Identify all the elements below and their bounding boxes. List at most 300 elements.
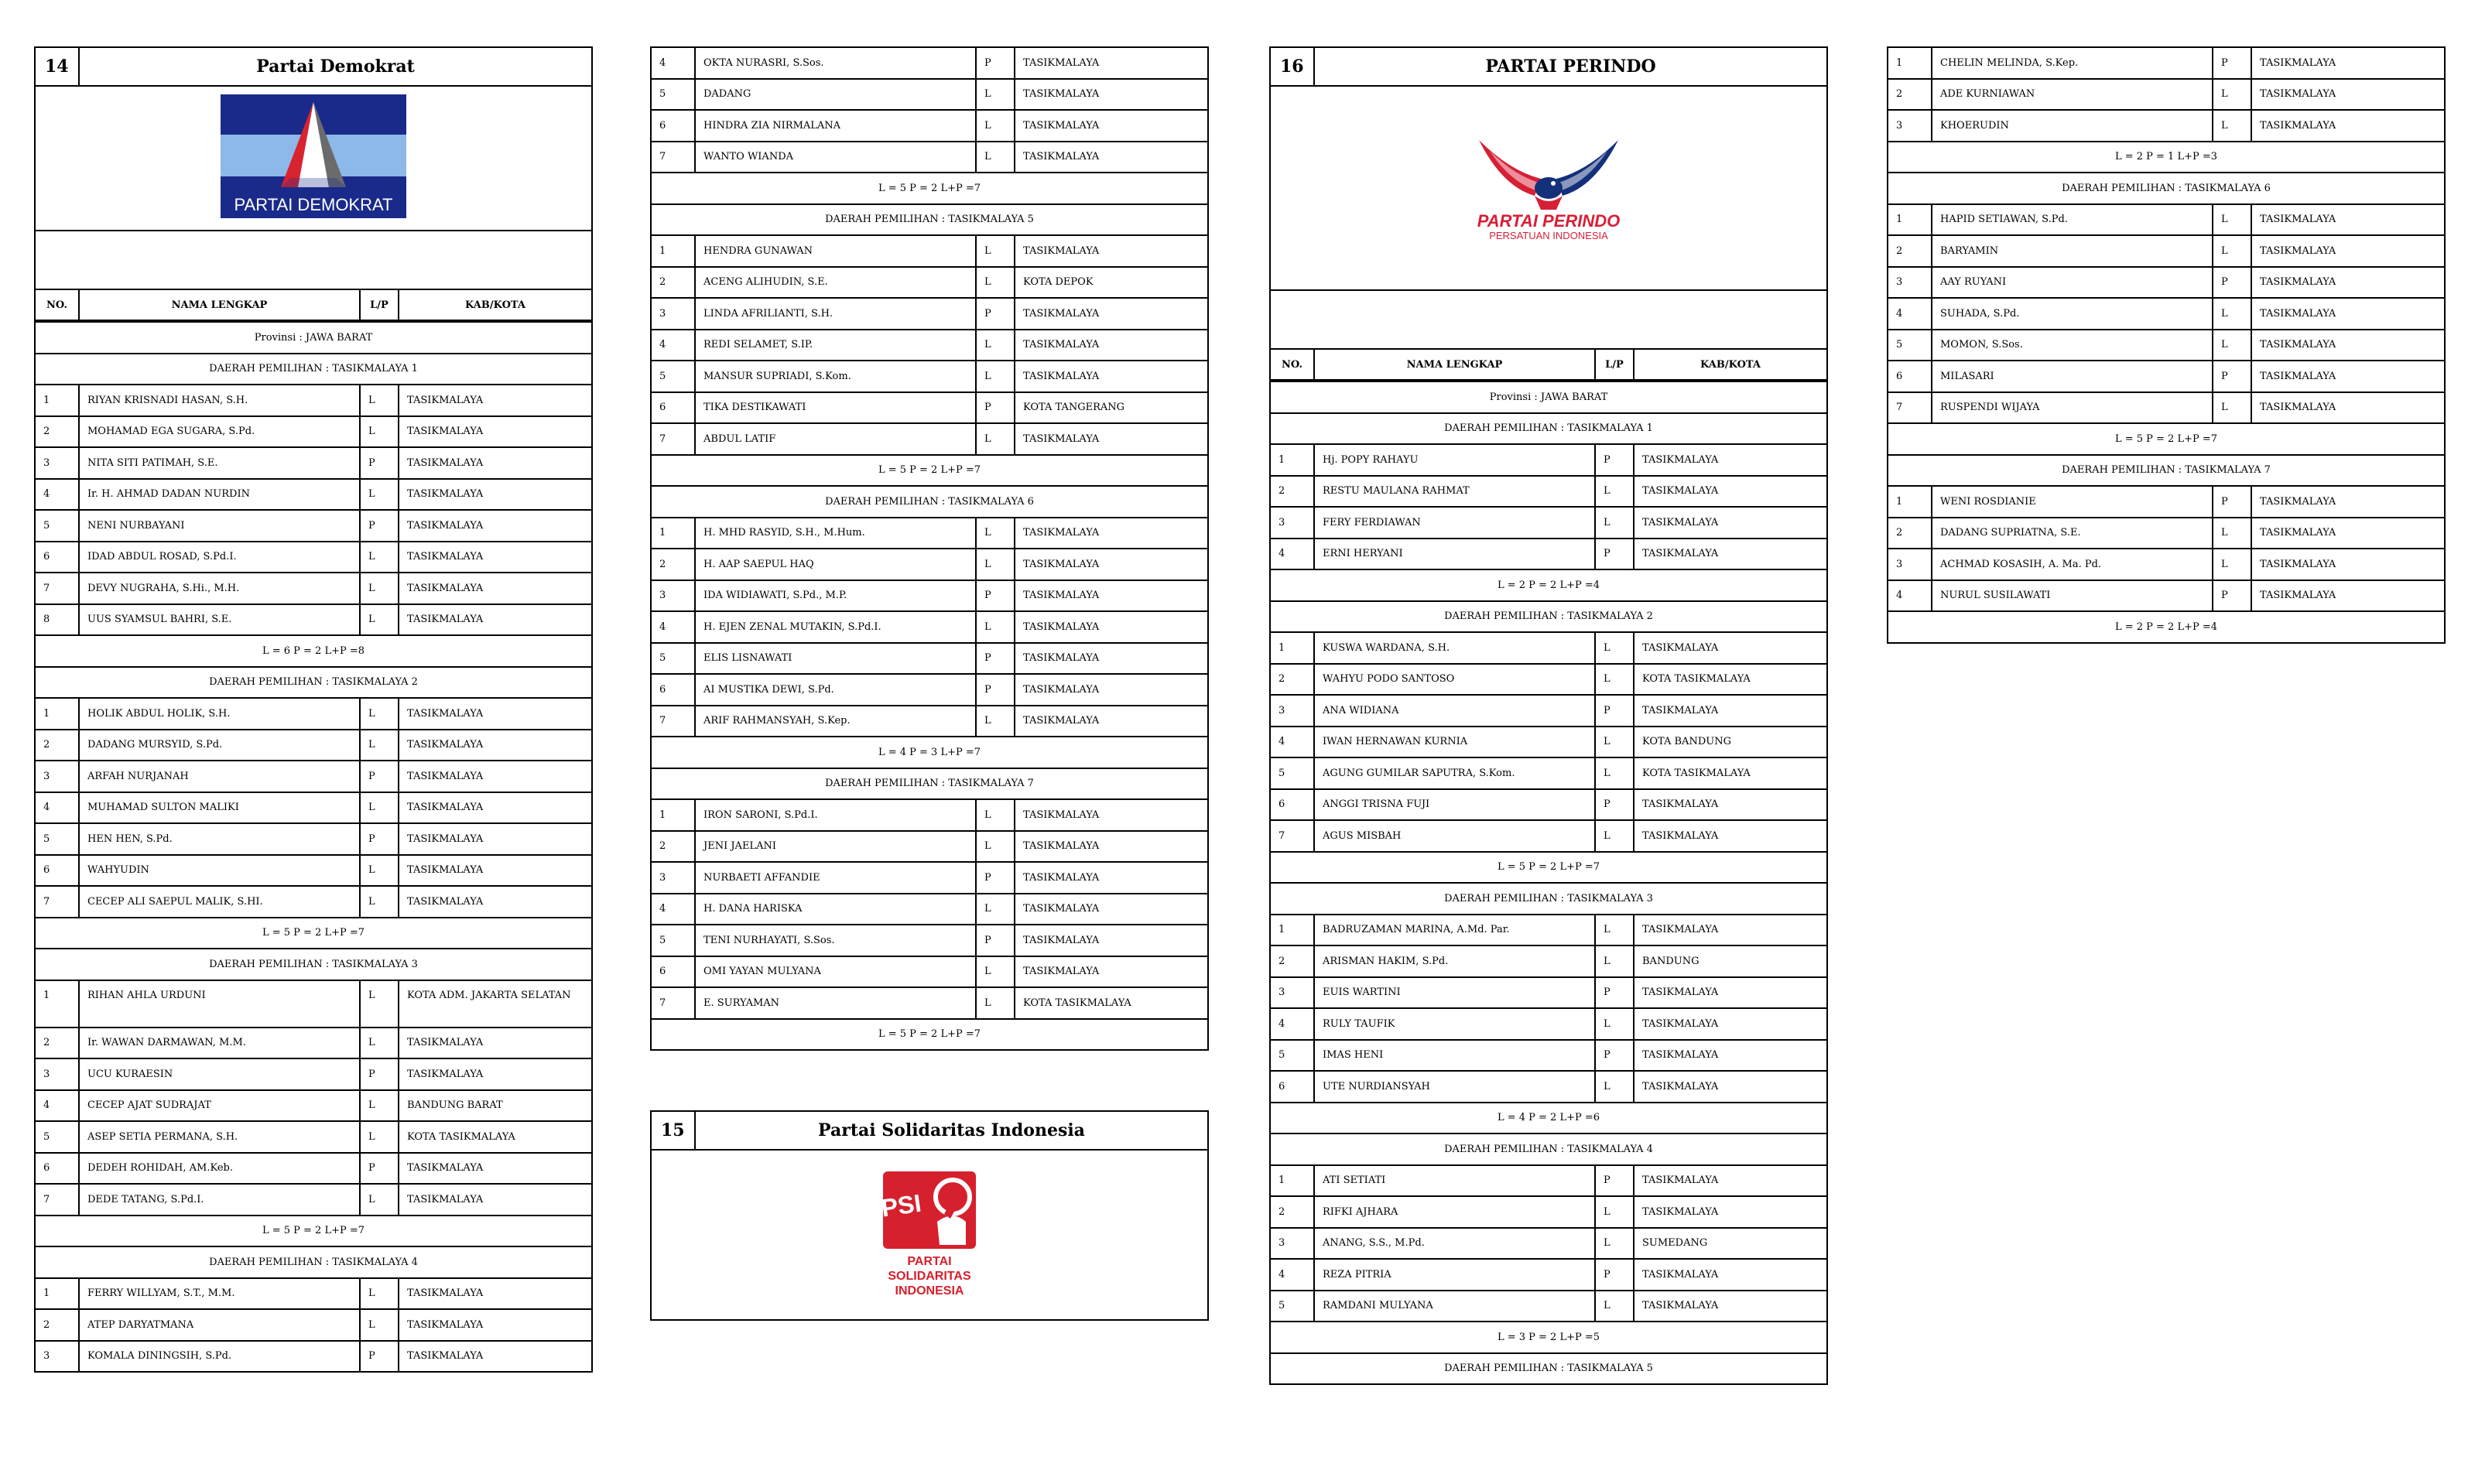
candidate-row (35, 573, 592, 604)
candidate-city: TASIKMALAYA (1634, 1040, 1827, 1072)
candidate-city: TASIKMALAYA (1634, 1008, 1827, 1040)
candidate-name: LINDA AFRILIANTI, S.H. (695, 298, 976, 330)
candidate-number: 5 (1888, 330, 1932, 361)
candidate-name: HEN HEN, S.Pd. (79, 823, 360, 855)
candidate-city: TASIKMALAYA (399, 792, 592, 824)
candidate-name: AGUNG GUMILAR SAPUTRA, S.Kom. (1314, 757, 1595, 789)
candidate-number: 6 (651, 956, 695, 988)
candidate-name: RULY TAUFIK (1314, 1008, 1595, 1040)
summary-row-text: L = 5 P = 2 L+P =7 (651, 173, 1208, 204)
candidate-city: TASIKMALAYA (2251, 267, 2445, 299)
candidate-city: TASIKMALAYA (399, 855, 592, 887)
summary-row (1888, 142, 2445, 173)
summary-row-text: L = 5 P = 2 L+P =7 (35, 918, 592, 949)
candidate-row (1270, 507, 1827, 539)
candidate-row (1888, 298, 2445, 330)
summary-row-text: L = 5 P = 2 L+P =7 (1888, 423, 2445, 455)
electoral-district-row-text: DAERAH PEMILIHAN : TASIKMALAYA 5 (1270, 1353, 1827, 1385)
candidate-row (1270, 1071, 1827, 1103)
candidate-gender: P (1595, 1040, 1634, 1072)
candidate-row (35, 698, 592, 730)
candidate-name: REDI SELAMET, S.IP. (695, 330, 976, 361)
candidate-gender: L (1595, 632, 1634, 664)
candidate-city: TASIKMALAYA (399, 730, 592, 761)
candidate-city: TASIKMALAYA (1634, 977, 1827, 1009)
candidate-row (35, 1028, 592, 1059)
candidate-name: ADE KURNIAWAN (1932, 79, 2213, 111)
candidate-gender: P (2213, 486, 2251, 518)
province-row (1270, 381, 1827, 413)
candidate-city: TASIKMALAYA (2251, 518, 2445, 549)
candidate-row (35, 604, 592, 636)
candidate-gender: L (976, 235, 1015, 267)
candidate-number: 3 (1888, 110, 1932, 142)
candidate-city: TASIKMALAYA (2251, 110, 2445, 142)
candidate-number: 4 (1270, 1259, 1314, 1291)
candidate-row (1888, 79, 2445, 111)
candidate-number: 4 (35, 479, 79, 511)
candidate-row (35, 855, 592, 887)
candidate-gender: P (976, 862, 1015, 894)
candidate-city: TASIKMALAYA (1634, 444, 1827, 476)
candidate-gender: P (360, 761, 399, 792)
col-nama-header: NAMA LENGKAP (79, 289, 360, 320)
candidate-row (651, 580, 1208, 612)
candidate-name: H. MHD RASYID, S.H., M.Hum. (695, 518, 976, 549)
candidate-city: TASIKMALAYA (1015, 330, 1208, 361)
candidate-row (651, 956, 1208, 988)
candidate-row (651, 925, 1208, 956)
candidate-gender: L (360, 1184, 399, 1216)
summary-row-text: L = 5 P = 2 L+P =7 (651, 1019, 1208, 1051)
electoral-district-row-text: DAERAH PEMILIHAN : TASIKMALAYA 4 (35, 1246, 592, 1278)
candidate-city: TASIKMALAYA (1634, 820, 1827, 852)
candidate-city: TASIKMALAYA (2251, 204, 2445, 236)
electoral-district-row (1270, 601, 1827, 633)
summary-row-text: L = 5 P = 2 L+P =7 (35, 1216, 592, 1247)
candidate-number: 4 (1888, 298, 1932, 330)
candidate-city: TASIKMALAYA (1015, 361, 1208, 392)
candidate-city: KOTA TANGERANG (1015, 392, 1208, 424)
candidate-row (35, 1341, 592, 1373)
candidate-gender: L (360, 1090, 399, 1122)
perindo-continued-section (1887, 46, 2446, 644)
candidate-row (1888, 361, 2445, 392)
candidate-gender: P (976, 674, 1015, 706)
candidate-city: TASIKMALAYA (1015, 423, 1208, 455)
candidate-row (651, 518, 1208, 549)
candidate-gender: L (2213, 235, 2251, 267)
candidate-name: RAMDANI MULYANA (1314, 1291, 1595, 1322)
summary-row (651, 455, 1208, 487)
candidate-name: ARIF RAHMANSYAH, S.Kep. (695, 706, 976, 737)
candidate-row (1270, 1040, 1827, 1072)
candidate-name: BARYAMIN (1932, 235, 2213, 267)
candidate-row (651, 643, 1208, 675)
electoral-district-row-text: DAERAH PEMILIHAN : TASIKMALAYA 2 (1270, 601, 1827, 633)
candidate-name: RIHAN AHLA URDUNI (79, 980, 360, 1028)
electoral-district-row (35, 1246, 592, 1278)
candidate-number: 5 (35, 1121, 79, 1153)
candidate-number: 2 (1270, 476, 1314, 508)
candidate-city: KOTA ADM. JAKARTA SELATAN (399, 980, 592, 1028)
candidate-number: 1 (35, 385, 79, 416)
candidate-name: UUS SYAMSUL BAHRI, S.E. (79, 604, 360, 636)
candidate-number: 5 (35, 510, 79, 542)
candidate-gender: L (360, 1121, 399, 1153)
candidate-row (35, 980, 592, 1028)
candidate-gender: L (976, 518, 1015, 549)
candidate-row (35, 1278, 592, 1310)
electoral-district-row (35, 667, 592, 699)
col-no-header: NO. (1270, 349, 1314, 380)
electoral-district-row (1270, 413, 1827, 445)
candidate-number: 3 (1270, 695, 1314, 727)
electoral-district-row-text: DAERAH PEMILIHAN : TASIKMALAYA 6 (651, 486, 1208, 518)
candidate-name: IWAN HERNAWAN KURNIA (1314, 727, 1595, 758)
candidate-gender: L (2213, 549, 2251, 580)
candidate-city: TASIKMALAYA (399, 1278, 592, 1310)
candidate-gender: L (360, 542, 399, 573)
candidate-number: 6 (1270, 789, 1314, 821)
candidate-gender: P (1595, 1165, 1634, 1197)
candidate-gender: P (1595, 695, 1634, 727)
candidate-number: 5 (1270, 1040, 1314, 1072)
candidate-number: 3 (35, 1341, 79, 1373)
candidate-number: 5 (651, 79, 695, 111)
candidate-row (1888, 267, 2445, 299)
candidate-name: SUHADA, S.Pd. (1932, 298, 2213, 330)
candidate-city: TASIKMALAYA (399, 1309, 592, 1341)
candidate-row (1888, 110, 2445, 142)
electoral-district-row (651, 204, 1208, 236)
party-name: PARTAI PERINDO (1314, 47, 1827, 86)
electoral-district-row-text: DAERAH PEMILIHAN : TASIKMALAYA 3 (1270, 883, 1827, 915)
perindo-logo-text: PARTAI PERINDO (1477, 210, 1621, 231)
candidate-gender: P (1595, 977, 1634, 1009)
candidate-name: ACHMAD KOSASIH, A. Ma. Pd. (1932, 549, 2213, 580)
candidate-row (1270, 1228, 1827, 1260)
candidate-city: TASIKMALAYA (2251, 392, 2445, 424)
candidate-name: MUHAMAD SULTON MALIKI (79, 792, 360, 824)
candidate-row (651, 611, 1208, 643)
demokrat-logo-cell (35, 86, 592, 231)
candidate-row (651, 894, 1208, 925)
candidate-name: DADANG SUPRIATNA, S.E. (1932, 518, 2213, 549)
candidate-city: TASIKMALAYA (1015, 706, 1208, 737)
candidate-row (35, 823, 592, 855)
candidate-gender: L (1595, 1228, 1634, 1260)
candidate-number: 5 (35, 823, 79, 855)
candidate-city: TASIKMALAYA (1634, 1259, 1827, 1291)
candidate-gender: L (976, 611, 1015, 643)
candidate-name: ANGGI TRISNA FUJI (1314, 789, 1595, 821)
candidate-gender: L (360, 1278, 399, 1310)
candidate-number: 1 (1270, 444, 1314, 476)
candidate-number: 6 (1888, 361, 1932, 392)
candidate-gender: L (1595, 664, 1634, 696)
candidate-city: TASIKMALAYA (1634, 1165, 1827, 1197)
candidate-city: TASIKMALAYA (1015, 799, 1208, 831)
candidate-row (651, 706, 1208, 737)
candidate-number: 3 (1888, 549, 1932, 580)
candidate-row (651, 142, 1208, 173)
electoral-district-row (1270, 1353, 1827, 1385)
electoral-district-row-text: DAERAH PEMILIHAN : TASIKMALAYA 7 (1888, 455, 2445, 487)
candidate-number: 4 (651, 330, 695, 361)
candidate-gender: P (1595, 1259, 1634, 1291)
candidate-gender: L (360, 792, 399, 824)
candidate-city: TASIKMALAYA (1634, 695, 1827, 727)
candidate-number: 7 (651, 706, 695, 737)
candidate-name: OMI YAYAN MULYANA (695, 956, 976, 988)
candidate-number: 6 (35, 542, 79, 573)
candidate-number: 3 (1270, 1228, 1314, 1260)
demokrat-logo (221, 94, 406, 218)
party-number: 14 (35, 47, 79, 86)
province-row (35, 322, 592, 354)
candidate-number: 4 (651, 611, 695, 643)
candidate-number: 5 (651, 925, 695, 956)
candidate-row (35, 447, 592, 479)
candidate-city: TASIKMALAYA (1015, 956, 1208, 988)
electoral-district-row-text: DAERAH PEMILIHAN : TASIKMALAYA 2 (35, 667, 592, 699)
candidate-city: TASIKMALAYA (1015, 298, 1208, 330)
candidate-gender: L (976, 361, 1015, 392)
summary-row-text: L = 4 P = 3 L+P =7 (651, 737, 1208, 768)
candidate-number: 7 (651, 142, 695, 173)
candidate-city: TASIKMALAYA (1015, 142, 1208, 173)
summary-row (35, 635, 592, 667)
psi-logo-line1: PARTAI (907, 1254, 952, 1268)
candidate-name: AGUS MISBAH (1314, 820, 1595, 852)
demokrat-logo-text: PARTAI DEMOKRAT (234, 195, 393, 214)
candidate-number: 1 (1270, 1165, 1314, 1197)
candidate-row (1270, 476, 1827, 508)
candidate-number: 2 (1888, 518, 1932, 549)
candidate-gender: L (1595, 1196, 1634, 1228)
candidate-name: KUSWA WARDANA, S.H. (1314, 632, 1595, 664)
candidate-row (651, 862, 1208, 894)
candidate-name: HINDRA ZIA NIRMALANA (695, 110, 976, 142)
candidate-city: TASIKMALAYA (1634, 1291, 1827, 1322)
candidate-city: TASIKMALAYA (399, 604, 592, 636)
candidate-number: 6 (651, 674, 695, 706)
candidate-name: HAPID SETIAWAN, S.Pd. (1932, 204, 2213, 236)
candidate-city: TASIKMALAYA (2251, 47, 2445, 79)
candidate-name: DADANG MURSYID, S.Pd. (79, 730, 360, 761)
candidate-name: Ir. WAWAN DARMAWAN, M.M. (79, 1028, 360, 1059)
candidate-row (651, 799, 1208, 831)
psi-logo-line2: SOLIDARITAS (888, 1269, 971, 1283)
candidate-city: TASIKMALAYA (1015, 47, 1208, 79)
electoral-district-row (1888, 455, 2445, 487)
candidate-city: KOTA TASIKMALAYA (1015, 987, 1208, 1019)
demokrat-header-table (34, 46, 593, 321)
party-name: Partai Solidaritas Indonesia (695, 1111, 1208, 1150)
col-lp-header: L/P (1595, 349, 1634, 380)
candidate-city: TASIKMALAYA (1634, 539, 1827, 570)
candidate-name: ATI SETIATI (1314, 1165, 1595, 1197)
candidate-name: WAHYU PODO SANTOSO (1314, 664, 1595, 696)
candidate-row (1270, 757, 1827, 789)
candidate-number: 1 (1888, 486, 1932, 518)
candidate-gender: L (1595, 727, 1634, 758)
candidate-gender: P (976, 392, 1015, 424)
candidate-name: OKTA NURASRI, S.Sos. (695, 47, 976, 79)
candidate-row (1270, 1259, 1827, 1291)
psi-logo-cell (651, 1150, 1208, 1320)
candidate-name: MILASARI (1932, 361, 2213, 392)
candidate-number: 1 (35, 980, 79, 1028)
candidate-number: 2 (35, 1309, 79, 1341)
candidate-number: 4 (35, 1090, 79, 1122)
summary-row (1888, 423, 2445, 455)
summary-row-text: L = 4 P = 2 L+P =6 (1270, 1103, 1827, 1134)
demokrat-continued-section (650, 46, 1209, 1051)
candidate-number: 7 (35, 573, 79, 604)
candidate-city: BANDUNG BARAT (399, 1090, 592, 1122)
candidate-city: TASIKMALAYA (399, 698, 592, 730)
candidate-gender: L (360, 698, 399, 730)
candidate-gender: L (976, 799, 1015, 831)
candidate-row (35, 761, 592, 792)
province-row-text: Provinsi : JAWA BARAT (35, 322, 592, 354)
candidate-row (1270, 1008, 1827, 1040)
candidate-row (651, 235, 1208, 267)
candidate-gender: L (1595, 1291, 1634, 1322)
candidate-number: 6 (35, 1153, 79, 1185)
candidate-city: TASIKMALAYA (1015, 674, 1208, 706)
candidate-row (1270, 695, 1827, 727)
candidate-city: TASIKMALAYA (2251, 298, 2445, 330)
candidate-number: 4 (1270, 539, 1314, 570)
candidate-name: DEVY NUGRAHA, S.Hi., M.H. (79, 573, 360, 604)
candidate-name: H. AAP SAEPUL HAQ (695, 549, 976, 580)
candidate-gender: L (360, 980, 399, 1028)
candidate-city: TASIKMALAYA (1015, 894, 1208, 925)
candidate-number: 3 (651, 862, 695, 894)
electoral-district-row-text: DAERAH PEMILIHAN : TASIKMALAYA 6 (1888, 173, 2445, 204)
candidate-gender: P (2213, 580, 2251, 612)
electoral-district-row-text: DAERAH PEMILIHAN : TASIKMALAYA 5 (651, 204, 1208, 236)
candidate-name: FERRY WILLYAM, S.T., M.M. (79, 1278, 360, 1310)
candidate-name: KHOERUDIN (1932, 110, 2213, 142)
candidate-number: 6 (35, 855, 79, 887)
candidate-gender: P (976, 298, 1015, 330)
candidate-row (35, 1090, 592, 1122)
perindo-header-table (1269, 46, 1828, 381)
candidate-name: AAY RUYANI (1932, 267, 2213, 299)
psi-logo-line3: INDONESIA (895, 1284, 964, 1298)
candidate-gender: L (1595, 1008, 1634, 1040)
party-name: Partai Demokrat (79, 47, 592, 86)
candidate-number: 4 (35, 792, 79, 824)
candidate-gender: P (1595, 789, 1634, 821)
candidate-city: TASIKMALAYA (399, 479, 592, 511)
candidate-gender: L (2213, 392, 2251, 424)
candidate-number: 5 (1270, 757, 1314, 789)
perindo-section (1269, 46, 1828, 1385)
candidate-city: KOTA TASIKMALAYA (1634, 664, 1827, 696)
candidate-gender: L (1595, 820, 1634, 852)
candidate-city: TASIKMALAYA (1015, 611, 1208, 643)
candidate-row (35, 886, 592, 918)
candidate-row (1270, 539, 1827, 570)
candidate-gender: L (1595, 507, 1634, 539)
candidate-name: ACENG ALIHUDIN, S.E. (695, 267, 976, 299)
summary-row-text: L = 2 P = 1 L+P =3 (1888, 142, 2445, 173)
col-kab-header: KAB/KOTA (1634, 349, 1827, 380)
candidate-gender: P (1595, 444, 1634, 476)
candidate-gender: L (2213, 298, 2251, 330)
electoral-district-row (651, 768, 1208, 800)
perindo-logo-cell (1270, 86, 1827, 290)
candidate-row (35, 1121, 592, 1153)
psi-logo-abbrev: PSI (879, 1188, 923, 1222)
candidate-number: 2 (1888, 235, 1932, 267)
candidate-name: KOMALA DININGSIH, S.Pd. (79, 1341, 360, 1373)
electoral-district-row (1270, 1134, 1827, 1165)
col-lp-header: L/P (360, 289, 399, 320)
candidate-name: IRON SARONI, S.Pd.I. (695, 799, 976, 831)
candidate-row (35, 1184, 592, 1216)
candidate-gender: L (2213, 518, 2251, 549)
candidate-gender: P (1595, 539, 1634, 570)
candidate-city: TASIKMALAYA (1634, 507, 1827, 539)
col-no-header: NO. (35, 289, 79, 320)
col-nama-header: NAMA LENGKAP (1314, 349, 1595, 380)
candidate-name: H. EJEN ZENAL MUTAKIN, S.Pd.I. (695, 611, 976, 643)
candidate-name: HENDRA GUNAWAN (695, 235, 976, 267)
electoral-district-row-text: DAERAH PEMILIHAN : TASIKMALAYA 1 (1270, 413, 1827, 445)
electoral-district-row (1888, 173, 2445, 204)
candidate-city: TASIKMALAYA (399, 1028, 592, 1059)
candidate-city: TASIKMALAYA (2251, 580, 2445, 612)
candidate-city: TASIKMALAYA (1015, 110, 1208, 142)
candidate-gender: L (976, 110, 1015, 142)
candidate-number: 3 (651, 580, 695, 612)
demokrat-continued-table (650, 46, 1209, 1051)
candidate-row (1270, 1165, 1827, 1197)
candidate-gender: L (2213, 204, 2251, 236)
candidate-gender: P (360, 1341, 399, 1373)
perindo-logo (1463, 125, 1634, 248)
party-number: 15 (651, 1111, 695, 1150)
candidate-city: TASIKMALAYA (399, 385, 592, 416)
candidate-city: TASIKMALAYA (1015, 925, 1208, 956)
candidate-number: 2 (1270, 945, 1314, 977)
candidate-gender: P (360, 823, 399, 855)
candidate-city: TASIKMALAYA (399, 573, 592, 604)
candidate-row (651, 298, 1208, 330)
candidate-name: RESTU MAULANA RAHMAT (1314, 476, 1595, 508)
candidate-number: 2 (1888, 79, 1932, 111)
candidate-city: TASIKMALAYA (399, 542, 592, 573)
perindo-candidates-table (1269, 381, 1828, 1385)
summary-row (1270, 1322, 1827, 1353)
candidate-name: DADANG (695, 79, 976, 111)
summary-row (651, 173, 1208, 204)
summary-row (651, 1019, 1208, 1051)
candidate-row (1270, 820, 1827, 852)
candidate-row (651, 831, 1208, 863)
candidate-name: MOHAMAD EGA SUGARA, S.Pd. (79, 416, 360, 448)
candidate-gender: L (976, 423, 1015, 455)
candidate-city: TASIKMALAYA (399, 823, 592, 855)
candidate-number: 8 (35, 604, 79, 636)
candidate-row (35, 416, 592, 448)
